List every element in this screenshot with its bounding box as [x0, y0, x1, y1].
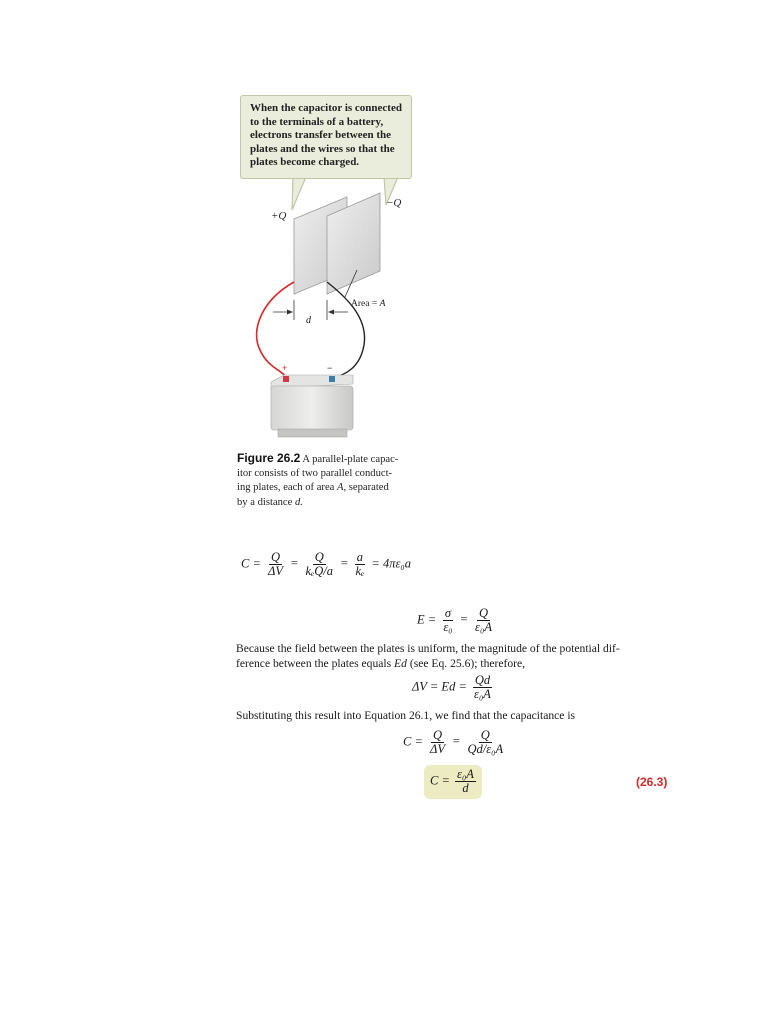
d-label: d: [306, 315, 311, 326]
eq-denominator: kₑ: [355, 564, 365, 578]
equation-capacitance-result: [430, 768, 478, 795]
callout-line: When the capacitor is connected: [250, 102, 402, 114]
area-label: [351, 299, 386, 309]
eq-lhs: ΔV = Ed =: [412, 679, 467, 694]
equation-potential-difference: [412, 674, 495, 701]
callout-line: to the terminals of a battery,: [250, 115, 384, 128]
caption-line-3: [237, 481, 417, 495]
eq-fraction: [472, 674, 493, 701]
plus-q-label: +Q: [271, 210, 287, 222]
caption-text: by a distance: [237, 496, 295, 508]
callout-pointer-left: [292, 177, 306, 210]
eq-fraction: [441, 607, 454, 634]
eq-fraction: [455, 768, 476, 795]
d-arrowhead-left: [287, 310, 293, 315]
equation-isolated-sphere: C = $\frac{Q}{\Delta V}$ = $\frac{Q}{\text{kₑQ/a}}$ = $\frac{a}{\text{kₑ}}$ = 4πε₀a: [241, 550, 412, 578]
equation-field: E = $\frac{\sigma}{\text{ε₀}}$ = $\frac{Q}{\text{ε₀A}}$: [417, 606, 492, 634]
battery-terminal-negative: [329, 376, 335, 382]
figure-label: Figure 26.2: [237, 451, 301, 465]
caption-line-2: itor consists of two parallel conduct-: [237, 468, 393, 480]
eq-denominator: Qd/ε₀A: [467, 742, 504, 756]
eq-numerator: Q: [480, 728, 490, 742]
eq-denominator: ε₀A: [475, 620, 492, 634]
caption-text: ing plates, each of area: [237, 482, 337, 494]
eq-fraction: [266, 551, 285, 578]
body-line: Because the field between the plates is uniform, the magnitude of the potential dif-: [236, 642, 620, 655]
area-label-text: Area =: [351, 299, 380, 309]
eq-fraction: [473, 607, 494, 634]
eq-numerator: a: [356, 550, 363, 564]
eq-fraction: [303, 551, 335, 578]
d-arrowhead-right: [328, 310, 334, 315]
eq-numerator: Q: [478, 606, 489, 620]
paragraph-field-uniform: [236, 641, 620, 671]
eq-fraction: [465, 729, 505, 756]
eq-denominator: ε₀: [443, 620, 453, 634]
caption-text: A parallel-plate capac-: [300, 454, 399, 465]
callout-line: electrons transfer between the: [250, 129, 392, 142]
equation-capacitance-derivation: C = $\frac{Q}{\Delta V}$ = $\frac{Q}{\text{Qd/ε₀A}}$: [403, 728, 504, 756]
eq-numerator: Q: [433, 728, 443, 742]
callout-line: plates and the wires so that the: [250, 142, 395, 155]
eq-numerator: Q: [314, 550, 324, 564]
eq-denominator: d: [462, 781, 469, 795]
eq-denominator: kₑQ/a: [305, 564, 334, 578]
battery-base: [278, 429, 347, 437]
callout-line: plates become charged.: [250, 156, 360, 169]
figure-caption: [237, 451, 417, 510]
paragraph-substituting: [236, 708, 575, 723]
eq-denominator: ΔV: [430, 742, 446, 756]
battery-plus-label: +: [282, 363, 288, 373]
eq-lhs: C =: [430, 773, 450, 788]
eq-fraction: [353, 551, 366, 578]
battery-minus-label: −: [327, 363, 333, 373]
body-text: ference between the plates equals: [236, 657, 395, 670]
caption-line-4: [237, 496, 417, 510]
eq-rhs: = 4πε₀a: [371, 556, 412, 571]
battery-terminal-positive: [283, 376, 289, 382]
equation-number: (26.3): [636, 775, 668, 789]
eq-lhs: C =: [403, 734, 423, 749]
eq-numerator: Qd: [474, 673, 491, 687]
caption-var-a: A: [337, 482, 344, 494]
eq-fraction: [428, 729, 447, 756]
minus-q-label: −Q: [386, 197, 402, 209]
red-wire: [257, 282, 294, 378]
body-line: Substituting this result into Equation 26.1, we find that the capacitance is: [236, 709, 576, 722]
eq-denominator: ε₀A: [474, 687, 491, 701]
eq-numerator: Q: [271, 550, 281, 564]
battery-body: [271, 386, 353, 430]
eq-lhs: E =: [417, 612, 437, 627]
body-text: (see Eq. 25.6); therefore,: [406, 657, 526, 670]
area-label-var: A: [379, 299, 386, 309]
eq-numerator: σ: [444, 606, 452, 620]
caption-var-d: d.: [294, 496, 303, 508]
black-wire: [327, 282, 365, 378]
callout-box: [240, 95, 412, 179]
body-line: [236, 656, 620, 671]
eq-denominator: ΔV: [268, 564, 284, 578]
eq-numerator: ε₀A: [457, 767, 474, 781]
body-var-ed: Ed: [394, 657, 407, 670]
eq-lhs: C =: [241, 556, 261, 571]
caption-line-1: [237, 451, 417, 467]
caption-text: , separated: [343, 482, 389, 494]
